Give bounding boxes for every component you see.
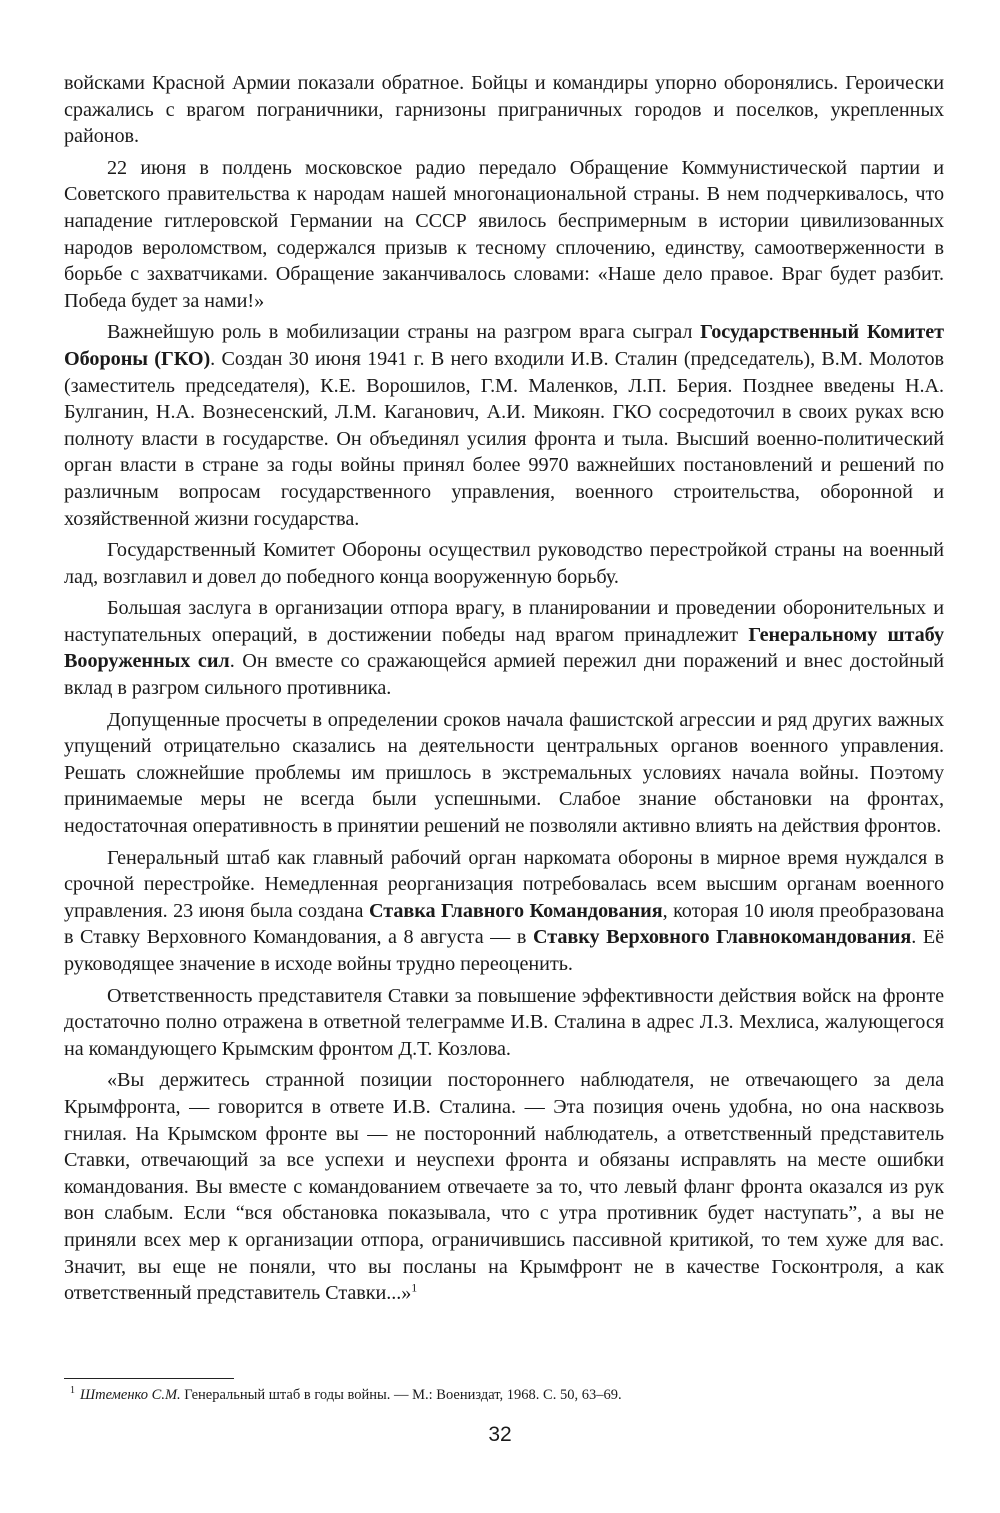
paragraph-1: войсками Красной Армии показали обратное. Бойцы и командиры упорно оборонялись. Героически сражались с врагом пограничники, гарнизоны приграничных городов и поселков, укрепленных районов. <box>64 72 944 148</box>
paragraph-9-quote: «Вы держитесь странной позиции постороннего наблюдателя, не отвечающего за дела Крымфронта, — говорится в ответе И.В. Сталина. — Эта позиция очень удобна, но она насквозь гнилая. На Крымском фронте вы — не посторонний наблюдатель, а ответственный представитель Ставки, отвечающий за все успехи и неуспехи фронта и обязаны исправлять на месте ошибки командования. Вы вместе с командованием отвечаете за то, что левый фланг фронта оказался из рук вон слабым. Если “вся обстановка показывала, что с утра противник будет наступать”, а вы не приняли всех мер к организации отпора, ограничившись пассивной критикой, то тем хуже для вас. Значит, вы еще не поняли, что вы посланы на Крымфронт не в качестве Госконтроля, а как ответственный представитель Ставки...»$^1$ <box>64 1069 944 1305</box>
footnote <box>70 1386 970 1404</box>
footnote-author: Штеменко С.М. <box>80 1387 181 1403</box>
term-stavka-supreme-command: Ставку Верховного Главнокомандования <box>532 926 912 949</box>
footnote-mark: 1 <box>70 1385 75 1397</box>
paragraph-2: 22 июня в полдень московское радио передало Обращение Коммунистической партии и Советского правительства к народам нашей многонациональной страны. В нем подчеркивалось, что нападение гитлеровской Германии на СССР явилось беспримерным в истории цивилизованных народов вероломством, содержался призыв к тесному сплочению, единству, самоотверженности в борьбе с захватчиками. Обращение заканчивалось словами: «Наше дело правое. Враг будет разбит. Победа будет за нами!» <box>64 156 944 312</box>
term-gko: Государственный Комитет Обороны (ГКО) <box>64 321 944 370</box>
footnote-divider <box>64 1378 234 1379</box>
term-general-staff: Генеральному штабу Вооруженных сил <box>64 623 944 673</box>
page-number: 32 <box>488 1423 512 1446</box>
paragraph-4: Государственный Комитет Обороны осуществил руководство перестройкой страны на военный лад, возглавил и довел до победного конца вооруженную борьбу. <box>64 539 944 588</box>
footnote-text: Генеральный штаб в годы войны. — М.: Воениздат, 1968. С. 50, 63–69. <box>180 1387 622 1403</box>
paragraph-8: Ответственность представителя Ставки за повышение эффективности действия войск на фронте достаточно полно отражена в ответной телеграмме И.В. Сталина в адрес Л.З. Мехлиса, жалующегося на командующего Крымским фронтом Д.Т. Козлова. <box>64 984 944 1060</box>
paragraph-7: Генеральный штаб как главный рабочий орган наркомата обороны в мирное время нуждался в срочной перестройке. Немедленная реорганизация потребовалась всем высшим органам военного управления. 23 июня была создана Ставка Главного Командования, которая 10 июля преобразована в Ставку Верховного Командования, а 8 августа — в Ставку Верховного Главнокомандования. Её руководящее значение в исходе войны трудно переоценить. <box>64 846 945 975</box>
paragraph-6: Допущенные просчеты в определении сроков начала фашистской агрессии и ряд других важных упущений отрицательно сказались на деятельности центральных органов военного управления. Решать сложнейшие проблемы им пришлось в экстремальных условиях начала войны. Поэтому принимаемые меры не всегда были успешными. Слабое знание обстановки на фронтах, недостаточная оперативность в принятии решений не позволяли активно влиять на действия фронтов. <box>64 708 944 838</box>
paragraph-5: Большая заслуга в организации отпора врагу, в планировании и проведении оборонительных и наступательных операций, в достижении победы над врагом принадлежит Генеральному штабу Вооруженных сил. Он вместе со сражающейся армией пережил дни поражений и внес достойный вклад в разгром сильного противника. <box>64 597 944 700</box>
footnote-reference: 1 <box>411 1280 418 1295</box>
page-body <box>64 70 944 1312</box>
term-stavka-main-command: Ставка Главного Командования <box>368 899 663 922</box>
paragraph-3: Важнейшую роль в мобилизации страны на разгром врага сыграл Государственный Комитет Обороны (ГКО). Создан 30 июня 1941 г. В него входили И.В. Сталин (председатель), В.М. Молотов (заместитель председателя), К.Е. Ворошилов, Г.М. Маленков, Л.П. Берия. Позднее введены Н.А. Булганин, Н.А. Вознесенский, Л.М. Каганович, А.И. Микоян. ГКО сосредоточил в своих руках всю полноту власти в государстве. Он объединял усилия фронта и тыла. Высший военно-политический орган власти в стране за годы войны принял более 9970 важнейших постановлений и решений по различным вопросам государственного управления, военного строительства, оборонной и хозяйственной жизни государства. <box>64 321 944 530</box>
